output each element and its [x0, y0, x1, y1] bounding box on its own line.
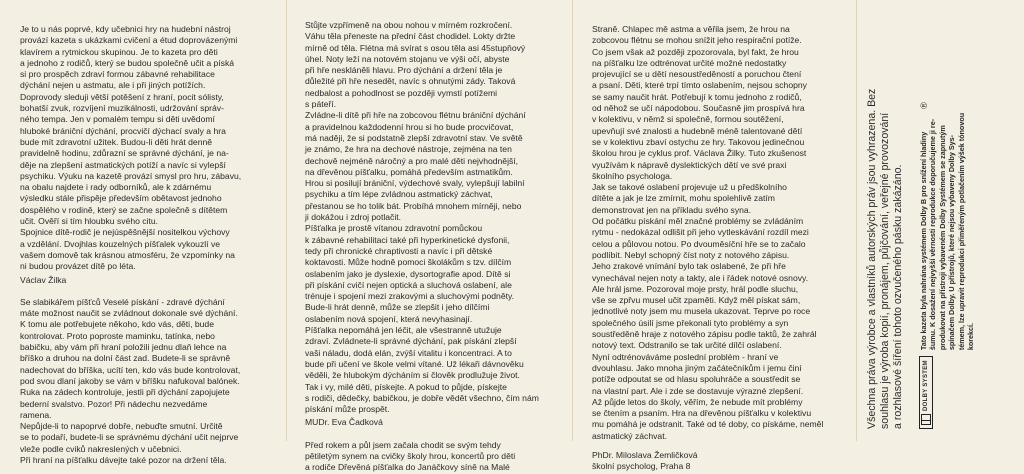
paragraph: Píšťalka je prostě vítanou zdravotní pomůckou k zábavné rehabilitaci také při hyperkinetické dysfonii, tedy při chronické chraptivosti a navíc i při dětské koktavosti. Může hodně pomoci školákům s tzv. dílčím oslabením jako je dyslexie, dysortografie apod. Dítě si při pískání cvičí nejen optická a sluchová oslabení, ale trénuje i spojení mezi zrakovými a sluchovými podněty. Bude-li hrát denně, může se zlepšit i jeho dílčími oslabením nová spojení, která nevyhasinají.	[305, 223, 515, 324]
panel-cadkova	[305, 0, 553, 473]
author-signature: PhDr. Miloslava Žemličková školní psycholog, Praha 8	[592, 449, 698, 472]
paragraph: Stůjte vzpřímeně na obou nohou v mírném rozkročení. Váhu těla přeneste na přední část chodidel. Lokty držte mírně od těla. Flétna má svírat s osou těla asi 45stupňový úhel. Noty leží na notovém stojanu ve výši očí, abyste při hře neskláněli hlavu. Pro dýchání a držení těla je důležité při hře nesedět, navíc s ohnutými zády. Taková nedbalost a pohodlnost se později vymstí potížemi s páteří.	[305, 20, 526, 110]
paragraph: Je to u nás poprvé, kdy učebnici hry na hudební nástroj provází kazeta s ukázkami cvičení a étud doprovázenými klavírem a rytmickou skupinou. Je to kazeta pro děti a jednoho z rodičů, který se budou společně učit a píská si pro prospěch zdraví formou zábavné rehabilitace dýchání nejen u astmatu, ale i při jiných potížích. Doprovody sleduji větší potěšení z hraní, pocit sólisty, bohatší zvuk, rozvíjení muzikálnosti, udržování správ- ného tempa. Jen v pomalém tempu si děti uvědomí hluboké brániční dýchání, procvičí dýchací svaly a hra bude mít zdravotní užitek. Budou-li děti hrát denně pravidelně hodinu, zdůrazní se správné dýchání, je na- děje na zlepšení astmatických potíží a navíc si vylepší psychiku. Výuku na kazetě provází smysl pro hru, zábavu, na obalu najdete i rady odborníků, ale k zdárnému výsledku stále přispěje především obětavost jednoho dospělého v rodině, který se začne společně s dítětem učit. Ověří si tím hloubku svého citu.	[20, 24, 242, 227]
paragraph: Se slabikářem píšťců Veselé pískání - zdravé dýchání máte možnost naučit se zvládnout dokonale své dýchání. K tomu ale potřebujete někoho, kdo vás, děti, bude kontrolovat. Proto poproste maminku, tatínka, nebo babičku, aby vám při hraní položili jednu dlaň lehce na bříško a druhou na dolní část zad. Budete-li se správně nadechovat do bříška, ucítí ten, kdo vás bude kontrolovat, pod svou dlaní jakoby se vám v bříšku nafukoval balónek. Ruka na zádech kontroluje, jestli při dýchání zapojujete bederní svalstvo. Pozor! Při nádechu nezvedáme ramena.	[20, 296, 241, 420]
author-signature: MUDr. Eva Čadková	[305, 417, 383, 428]
paragraph: Jak se takové oslabení projevuje už u předškolního dítěte a jak je lze zmírnit, mohu spolehlivě zatím demonstrovat jen na příkladu svého syna. Od počátku pískání měl značné problémy se zvládáním rytmu - nedokázal odlišit při jeho vytleskávání rozdíl mezi celou a půlovou notou. Po dvouměsíční hře se to začalo podlíbit. Nebyl schopný číst noty z notového zápisu. Jeho zrakové vnímání bylo tak oslabené, že při hře vynechával nejen noty a takty, ale i řádek notové osnovy. Ale hrál jsme. Pozoroval moje prsty, hrál podle sluchu, vše se zpřvu musel učit zpaměti. Když měl pískat sám, jednotlivé noty jsem mu musela ukazovat. Teprve po roce společného úsilí jsme překonali tyto problémy a syn soustředěně hraje z notového zápisu podle taktů, že zahrál notový text. Odstranilo se tak určité dílčí oslabení. Nyní odtrénováváme poslední problém - hraní ve dvouhlasu. Jako mnoha jiným začátečníkům i jemu činí potíže odpoutat se od hlasu spoluhráče a soustředit se na vlastní part. Ale i zde se dostavuje výrazné zlepšení. Až půjde letos do školy, věřím, že nebude mít problémy se čtením a psaním. Hra na dřevěnou píšťalku v kolektivu mu pomáhá je odstranit. Také od té doby, co pískáme, neměl astmatický záchvat.	[592, 182, 824, 441]
dolby-logo-icon: DOLBY SYSTEM	[919, 356, 933, 429]
panel-zemlickova	[592, 0, 838, 472]
fold-line	[572, 0, 573, 441]
panel-zilka	[20, 0, 268, 465]
paragraph: Zvládne-li dítě při hře na zobcovou flétnu brániční dýchání a pravidelnou každodenní hrou si ho bude procvičovat, má naději, že si podstatně zlepší zdravotní stav. Ve světě je známo, že hra na dechové nástroje, zejména na ten dechově nejméně náročný a pro malé děti nejvhodnější, na dřevěnou píšťalku, pomáhá především astmatikům. Hrou si posilují brániční, výdechové svaly, vylepšují labilní psychiku a tím lépe zvládnou astmatický záchvat, přestanou se ho tolik bát. Probíhá mnohem mírněji, nebo ji dokážou i zdroj potlačit.	[305, 110, 526, 223]
dolby-notice	[919, 14, 975, 429]
paragraph: Píšťalka nepomáhá jen léčit, ale všestranně utužuje zdraví. Zvládnete-li správné dýchání, pak pískání zlepší vaši náladu, dodá elán, zvýší vitalitu i koncentraci. A to bude při učení ve škole velmi vítané. Už lékaři dávnověku věděli, že hlubokým dýcháním si člověk prodlužuje život. Tak i vy, milé děti, pískejte. A pokud to půjde, pískejte s rodiči, dědečky, babičkou, je dobře vědět všechno, čím nám pískání může prospět.	[305, 325, 539, 415]
paragraph: Spojnice dítě-rodič je nejúspěšnější nositelkou výchovy a vzdělání. Dvojhlas kouzelných píšťalek vykouzlí ve vašem domově tak krásnou atmosféru, že vzpomínky na ni budou provázet dítě po léta.	[20, 227, 235, 272]
panel-legal	[856, 0, 1024, 441]
registered-mark: ®	[919, 102, 929, 109]
paragraph: Před rokem a půl jsem začala chodit se svým tehdy pětiletým synem na cvičky školy hrou, koncertů pro děti a rodiče Dřevěná píšťalka do Janáčkovy síně na Malé	[305, 439, 516, 473]
fold-line	[286, 0, 287, 441]
author-signature: Václav Žilka	[20, 274, 67, 285]
copyright-notice: Všechna práva výrobce a vlastníků autorských práv jsou vyhrazena. Bez souhlasu je výroba kopií, pronájem, půjčování, veřejné provozování a rozhlasové šíření tohoto ozvučeného pásku zakázáno.	[866, 88, 904, 429]
paragraph: Nepůjde-li to napoprvé dobře, nebuďte smutní. Určitě se to podaří, budete-li se správnému dýchání učit nejprve vleže podle cviků nakreslených v učebnici. Při hraní na píšťalku dávejte také pozor na držení těla.	[20, 421, 239, 465]
dolby-text: Tato kazeta byla nahrána systémem Dolby B pro snížení hladiny šumu. K dosažení nejvyšší věrnosti reprodukce doporučujeme ji re- produkovat na přístroji vybaveném Dolby Systémem se zapnutým spínačem Dolby. U přístrojů, které nejsou vybaveny Dolby Sys- témem, lze upravit reprodukci přiměřeným potlačením výšek tónovou korekcí.	[919, 112, 976, 351]
paragraph: Straně. Chlapec mě astma a věřila jsem, že hrou na zobcovou flétnu se mohou snížit jeho respirační potíže. Co jsem však až později zpozorovala, byl fakt, že hrou na píšťalku lze odtrénovat určité možné nedostatky projevující se u dětí nesoustředěností a poruchou čtení a psaní. Děti, které trpí tímto oslabením, nejsou schopny se samy naučit hrát. Potřebují k tomu jednoho z rodičů, od něhož se učí nápodobou. Současně jim prospívá hra v kolektivu, v němž si společně, formou soutěžení, upevňují své znalosti a hudebně méně talentované dětí se v kolektivu zbaví ostychu ze hry. Takovou jedinečnou školou hrou je cyklus prof. Václava Žilky. Tuto zkušenost využívám k nápravě dyslektických dětí ve své praxi školního psychologa.	[592, 24, 807, 181]
